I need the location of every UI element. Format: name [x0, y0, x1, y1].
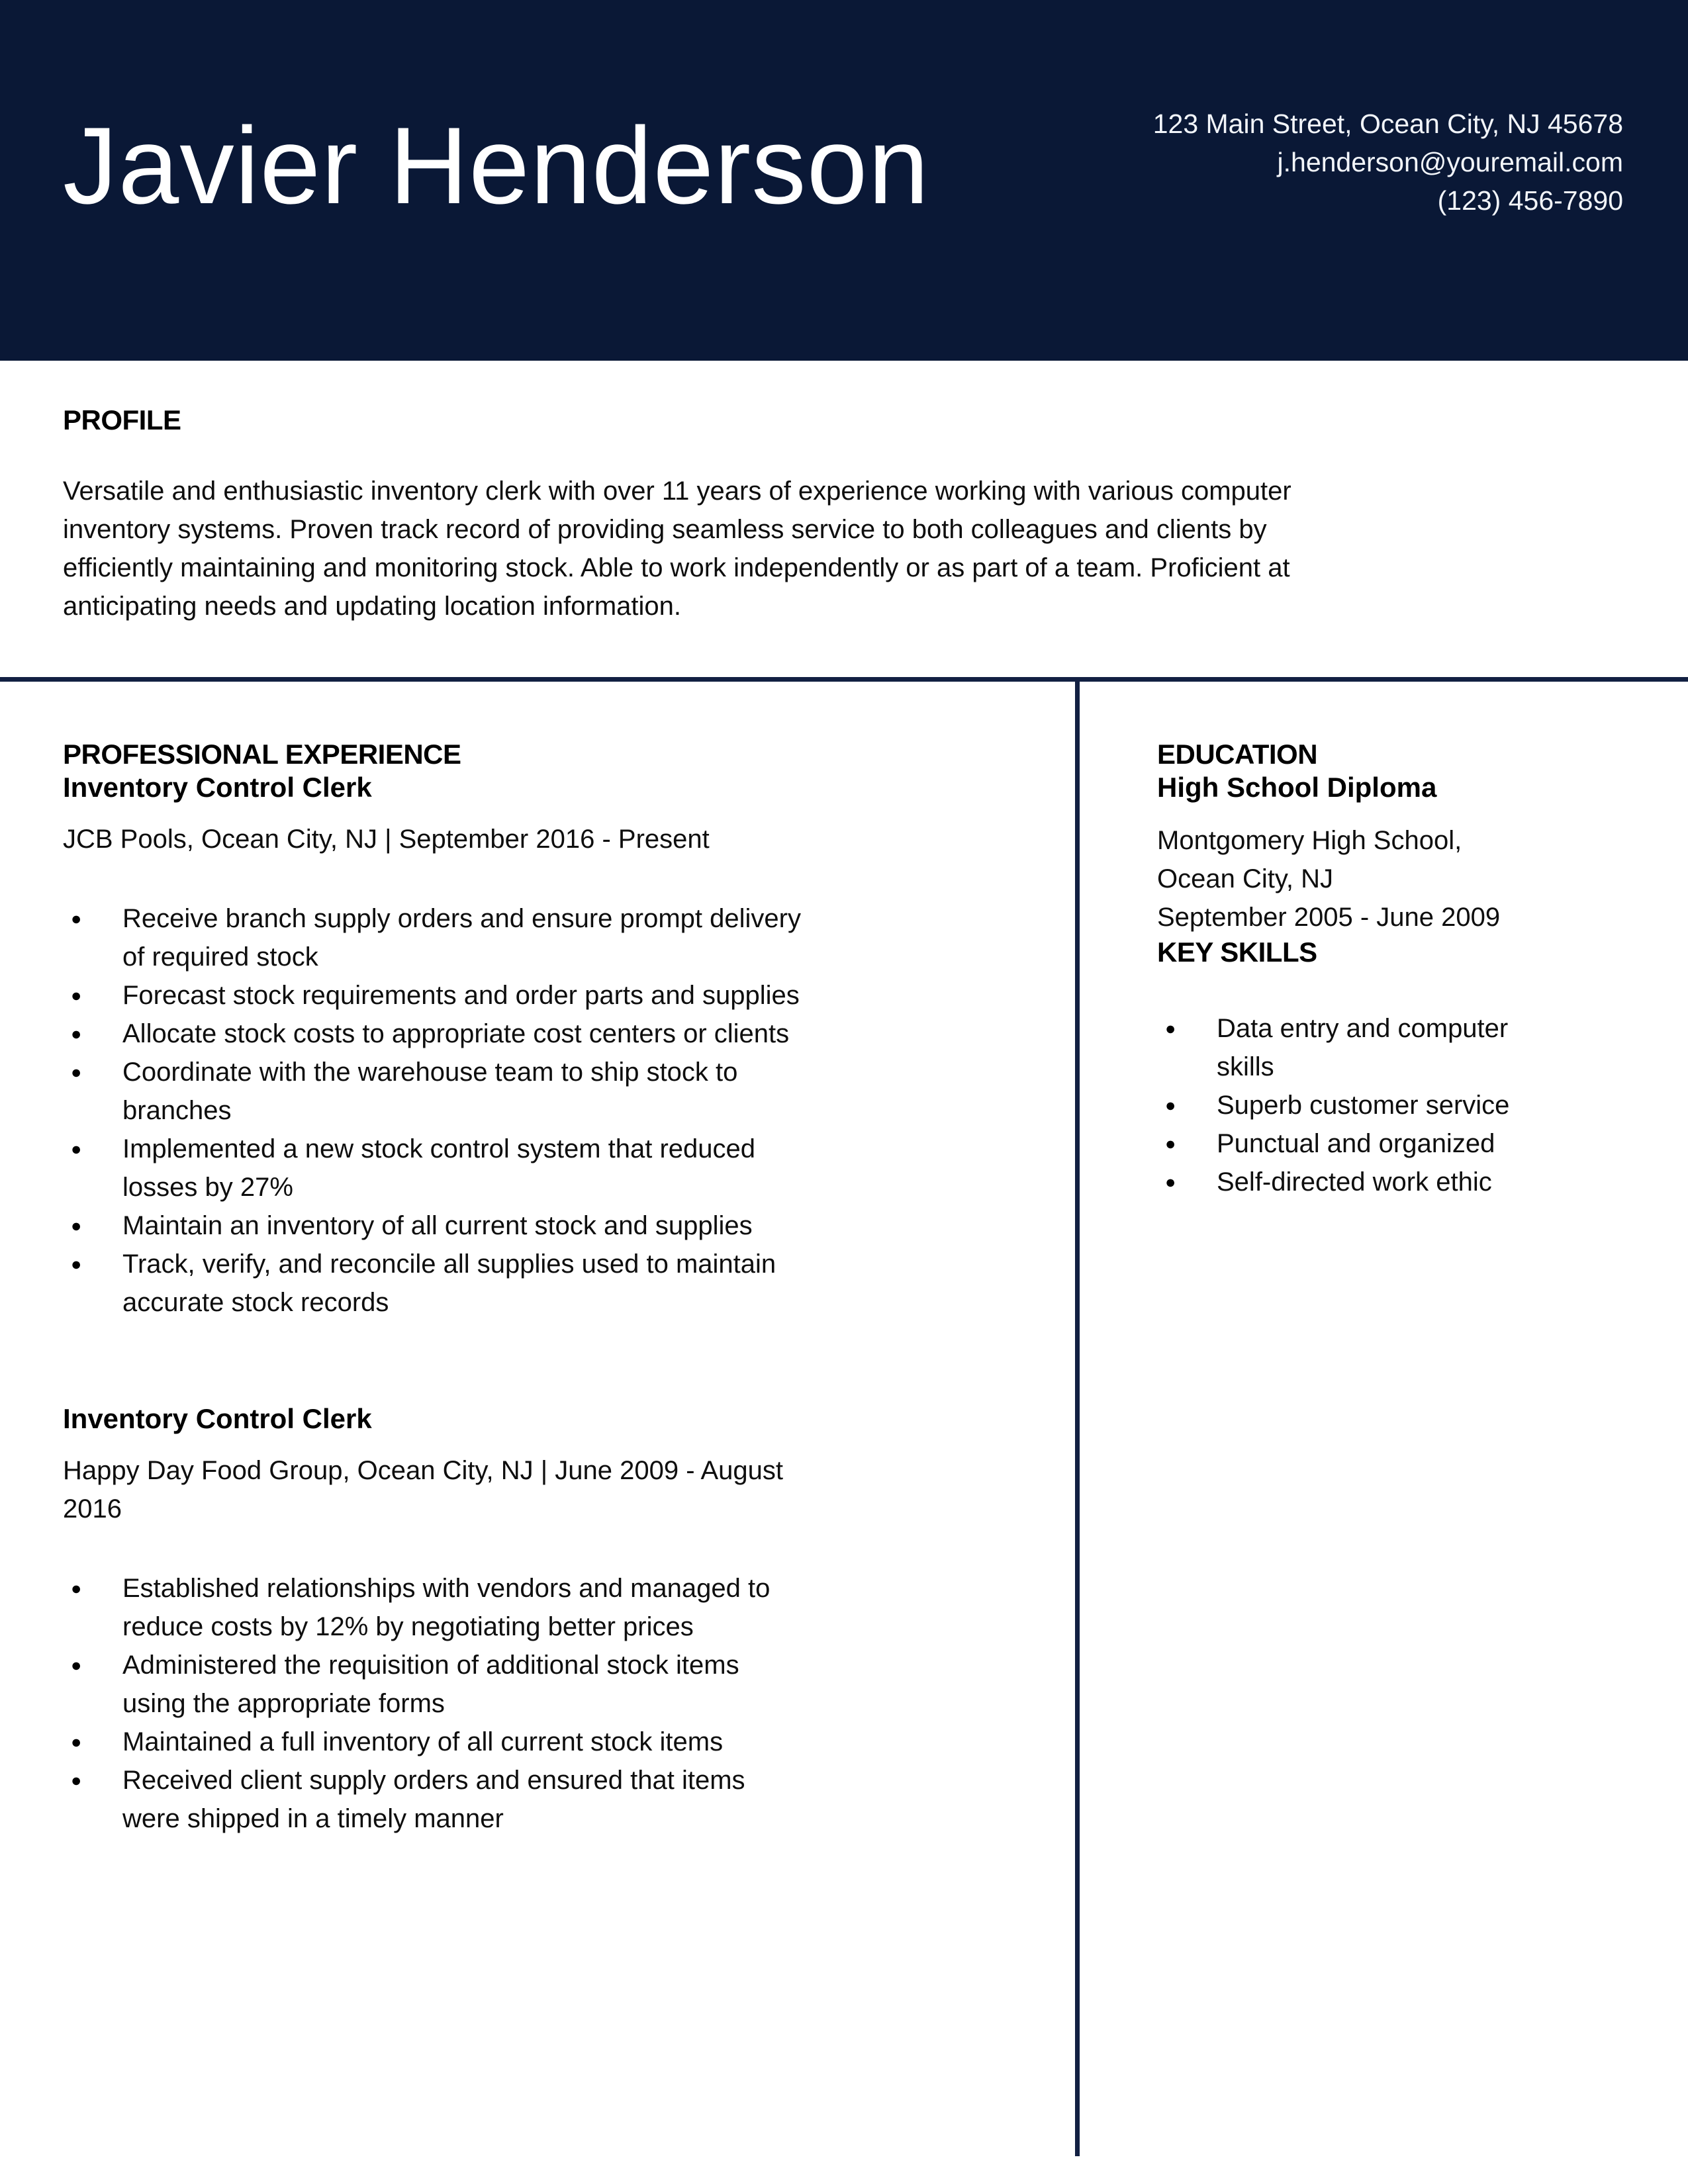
profile-heading: PROFILE — [63, 404, 181, 435]
education-heading: EDUCATION — [1157, 739, 1318, 770]
job-bullet-list — [63, 1569, 801, 1838]
school-name: Montgomery High School, — [1157, 825, 1462, 855]
school-dates: September 2005 - June 2009 — [1157, 902, 1501, 932]
job-bullet: ● Track, verify, and reconcile all supplies used to maintain accurate stock records — [63, 1245, 801, 1322]
job-entry — [63, 1402, 1075, 1838]
school-details — [1157, 821, 1625, 936]
job-meta: Happy Day Food Group, Ocean City, NJ | June 2009 - August 2016 — [63, 1456, 783, 1524]
profile-summary: Versatile and enthusiastic inventory clerk with over 11 years of experience working with various computer inventory systems. Proven track record of providing seamless service to both colleagues and clients by efficiently maintaining and monitoring stock. Able to work independently or as part of a team. Proficient at anticipating needs and updating location information. — [63, 477, 1291, 621]
skill-item: ● Data entry and computer skills — [1157, 1009, 1544, 1086]
degree-title: High School Diploma — [1157, 771, 1437, 803]
horizontal-divider — [0, 677, 1688, 682]
skills-list — [1157, 1009, 1544, 1201]
contact-phone: (123) 456-7890 — [1437, 185, 1623, 216]
column-divider — [1075, 682, 1080, 2156]
profile-section — [63, 361, 1625, 625]
resume-header — [0, 0, 1688, 361]
job-meta: JCB Pools, Ocean City, NJ | September 2016 - Present — [63, 824, 710, 854]
job-bullet: ● Implemented a new stock control system that reduced losses by 27% — [63, 1130, 801, 1206]
job-bullet: ● Coordinate with the warehouse team to ship stock to branches — [63, 1053, 801, 1130]
job-bullet: ● Received client supply orders and ensured that items were shipped in a timely manner — [63, 1761, 801, 1838]
job-bullet: ● Established relationships with vendors and managed to reduce costs by 12% by negotiating better prices — [63, 1569, 801, 1646]
job-bullet-list — [63, 899, 801, 1322]
school-location: Ocean City, NJ — [1157, 864, 1333, 893]
skill-item: ● Self-directed work ethic — [1157, 1163, 1544, 1201]
job-title: Inventory Control Clerk — [63, 1402, 372, 1434]
job-bullet: ● Maintain an inventory of all current stock and supplies — [63, 1206, 801, 1245]
contact-email: j.henderson@youremail.com — [1277, 147, 1623, 177]
job-bullet: ● Maintained a full inventory of all current stock items — [63, 1723, 801, 1761]
experience-heading: PROFESSIONAL EXPERIENCE — [63, 739, 461, 770]
job-title: Inventory Control Clerk — [63, 771, 372, 803]
candidate-name: Javier Henderson — [63, 105, 930, 226]
skill-item: ● Punctual and organized — [1157, 1124, 1544, 1163]
job-bullet: ● Allocate stock costs to appropriate cost centers or clients — [63, 1015, 801, 1053]
key-skills-heading: KEY SKILLS — [1157, 936, 1317, 968]
experience-column — [0, 682, 1075, 2161]
job-bullet: ● Administered the requisition of additional stock items using the appropriate forms — [63, 1646, 801, 1723]
skill-item: ● Superb customer service — [1157, 1086, 1544, 1124]
two-column-area — [0, 682, 1688, 2161]
job-bullet: ● Forecast stock requirements and order parts and supplies — [63, 976, 801, 1015]
job-bullet: ● Receive branch supply orders and ensure prompt delivery of required stock — [63, 899, 801, 976]
sidebar-column — [1080, 682, 1688, 2161]
contact-info — [1153, 105, 1623, 220]
contact-address: 123 Main Street, Ocean City, NJ 45678 — [1152, 109, 1623, 139]
job-entry — [63, 771, 1075, 1322]
